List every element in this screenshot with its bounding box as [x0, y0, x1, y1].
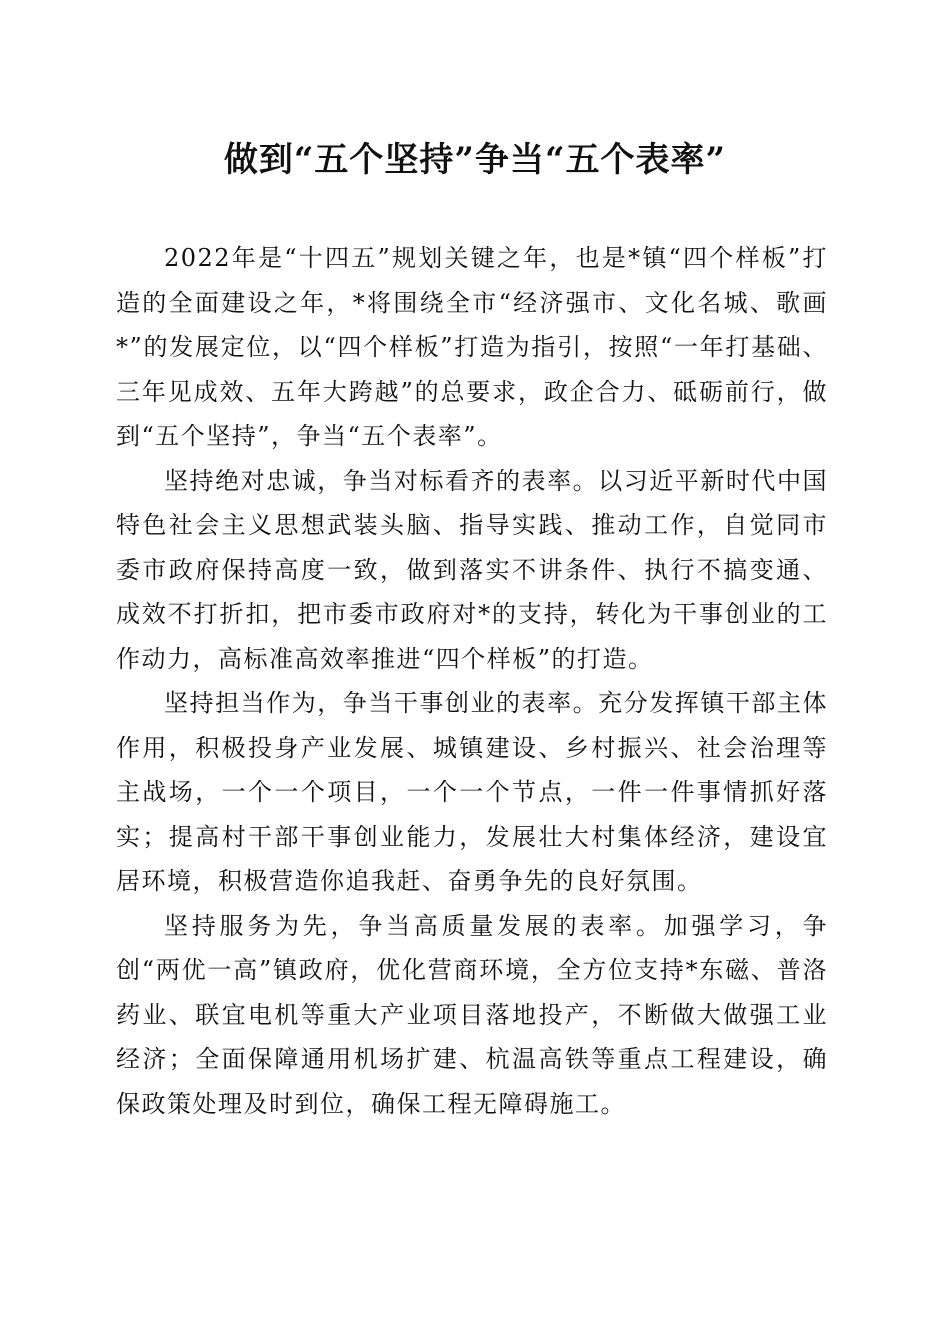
paragraph-service: 坚持服务为先，争当高质量发展的表率。加强学习，争创“两优一高”镇政府，优化营商环境，全方位支持*东磁、普洛药业、联宜电机等重大产业项目落地投产，不断做大做强工业经济；全面保障通用机场扩建、杭温高铁等重点工程建设，确保政策处理及时到位，确保工程无障碍施工。	[116, 911, 828, 1118]
paragraph-responsibility: 坚持担当作为，争当干事创业的表率。充分发挥镇干部主体作用，积极投身产业发展、城镇建设、乡村振兴、社会治理等主战场，一个一个项目，一个一个节点，一件一件事情抓好落实；提高村干部干事创业能力，发展壮大村集体经济，建设宜居环境，积极营造你追我赶、奋勇争先的良好氛围。	[116, 689, 828, 895]
document-body	[116, 236, 828, 1126]
document-title: 做到“五个坚持”争当“五个表率”	[223, 140, 727, 180]
paragraph-loyalty: 坚持绝对忠诚，争当对标看齐的表率。以习近平新时代中国特色社会主义思想武装头脑、指导实践、推动工作，自觉同市委市政府保持高度一致，做到落实不讲条件、执行不搞变通、成效不打折扣，把市委市政府对*的支持，转化为干事创业的工作动力，高标准高效率推进“四个样板”的打造。	[116, 466, 828, 673]
paragraph-intro: 2022年是“十四五”规划关键之年，也是*镇“四个样板”打造的全面建设之年，*将围绕全市“经济强市、文化名城、歌画*”的发展定位，以“四个样板”打造为指引，按照“一年打基础、三年见成效、五年大跨越”的总要求，政企合力、砥砺前行，做到“五个坚持”，争当“五个表率”。	[116, 244, 828, 450]
